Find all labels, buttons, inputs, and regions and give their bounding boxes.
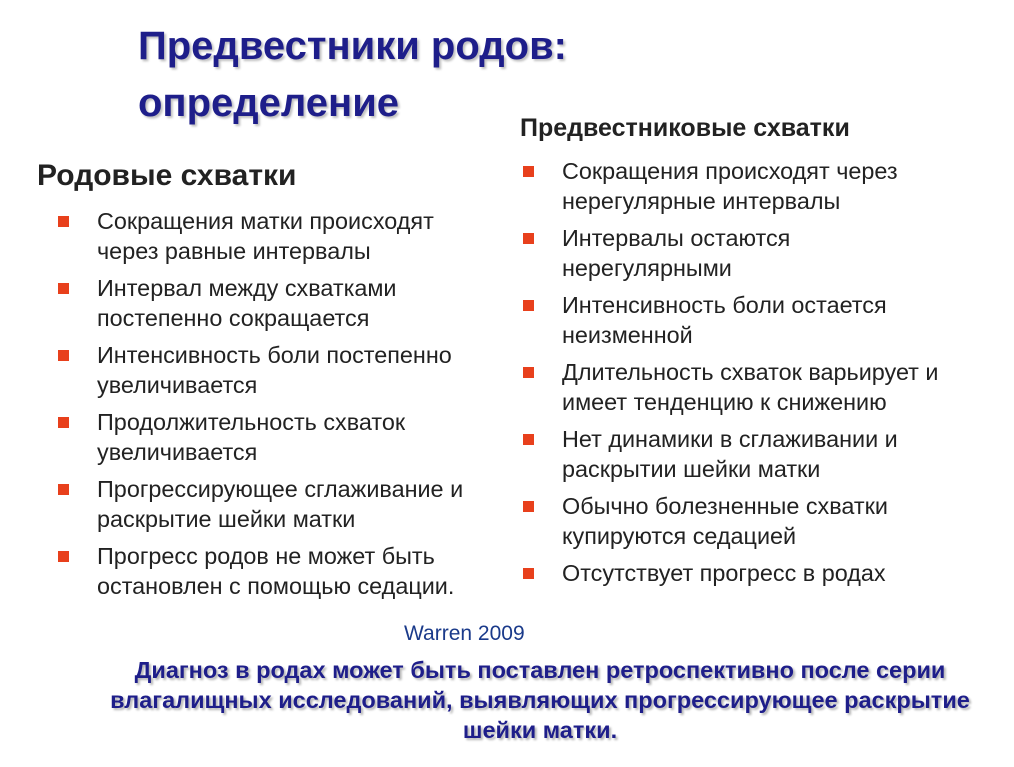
prodromal-contractions-list (522, 156, 962, 595)
list-item (522, 156, 962, 216)
labor-contractions-heading: Родовые схватки (37, 159, 297, 192)
list-item (57, 273, 497, 333)
list-item (57, 206, 497, 266)
list-item-text: Нет динамики в сглаживании и раскрытии шейки матки (562, 426, 898, 482)
list-item (522, 491, 962, 551)
labor-contractions-list (57, 206, 497, 608)
slide-title-line-2: определение (138, 81, 400, 125)
list-item-text: Сокращения происходят через нерегулярные интервалы (562, 158, 898, 214)
list-item-text: Длительность схваток варьирует и имеет тенденцию к снижению (562, 359, 939, 415)
list-item (522, 223, 962, 283)
square-bullet-icon (58, 484, 69, 495)
square-bullet-icon (523, 166, 534, 177)
list-item-text: Прогресс родов не может быть остановлен с помощью седации. (97, 543, 455, 599)
list-item-text: Сокращения матки происходят через равные интервалы (97, 208, 434, 264)
square-bullet-icon (523, 300, 534, 311)
square-bullet-icon (58, 283, 69, 294)
square-bullet-icon (523, 568, 534, 579)
list-item-text: Интенсивность боли постепенно увеличивается (97, 342, 452, 398)
list-item (57, 407, 497, 467)
list-item (57, 340, 497, 400)
square-bullet-icon (523, 434, 534, 445)
list-item-text: Отсутствует прогресс в родах (562, 560, 886, 586)
list-item (522, 290, 962, 350)
square-bullet-icon (58, 417, 69, 428)
list-item-text: Обычно болезненные схватки купируются седацией (562, 493, 888, 549)
list-item-text: Интервалы остаются нерегулярными (562, 225, 791, 281)
prodromal-contractions-heading: Предвестниковые схватки (520, 114, 850, 142)
list-item (57, 541, 497, 601)
square-bullet-icon (58, 350, 69, 361)
square-bullet-icon (523, 367, 534, 378)
list-item-text: Интенсивность боли остается неизменной (562, 292, 887, 348)
list-item (522, 558, 962, 588)
list-item (522, 424, 962, 484)
list-item (57, 474, 497, 534)
list-item-text: Прогрессирующее сглаживание и раскрытие шейки матки (97, 476, 464, 532)
slide-title (138, 18, 567, 132)
list-item-text: Продолжительность схваток увеличивается (97, 409, 406, 465)
citation: Warren 2009 (404, 622, 525, 645)
list-item (522, 357, 962, 417)
square-bullet-icon (58, 551, 69, 562)
square-bullet-icon (58, 216, 69, 227)
diagnosis-conclusion: Диагноз в родах может быть поставлен ретроспективно после серии влагалищных исследований, выявляющих прогрессирующее раскрытие шейки матки. (110, 657, 970, 743)
list-item-text: Интервал между схватками постепенно сокращается (97, 275, 397, 331)
square-bullet-icon (523, 233, 534, 244)
slide-title-line-1: Предвестники родов: (138, 24, 567, 68)
square-bullet-icon (523, 501, 534, 512)
